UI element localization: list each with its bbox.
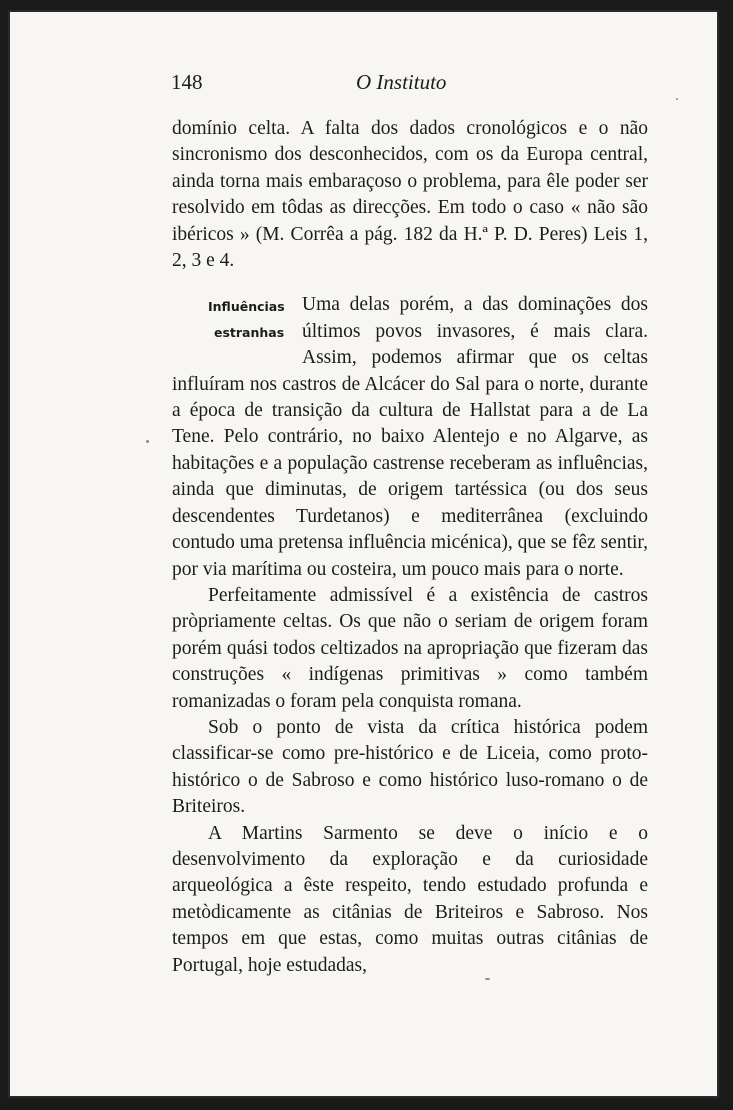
page-header (8, 70, 719, 100)
book-page (8, 10, 719, 1098)
paragraph-4: Sob o ponto de vista da crítica histórica podem classificar-se como pre-histórico e de Liceia, como proto-histórico o de Sabroso e como histórico luso-romano o de Briteiros. (172, 716, 648, 818)
paper-speck (146, 440, 149, 443)
margin-note-line-1: Influências (208, 299, 285, 315)
paragraph-2: Uma delas porém, a das dominações dos últimos povos invasores, é mais clara. Assim, podemos afirmar que os celtas influíram nos castros de Alcácer do Sal para o norte, durante a época de transição da cultura de Hallstat para a de La Tene. Pelo contrário, no baixo Alentejo e no Algarve, as habitações e a população castrense receberam as influências, ainda que diminutas, de origem tartéssica (ou dos seus descendentes Turdetanos) e mediterrânea (excluindo contudo uma pretensa influência micénica), que se fêz sentir, por via marítima ou costeira, um pouco mais para o norte. (172, 294, 648, 580)
section-influences (172, 292, 648, 582)
page-number: 148 (171, 70, 203, 94)
body-text (172, 116, 648, 979)
paragraph-3: Perfeitamente admissível é a existência de castros pròpriamente celtas. Os que não o seriam de origem foram porém quási todos celtizados na apropriação que fizeram das construções « indígenas primitivas » como também romanizadas o foram pela conquista romana. (172, 584, 648, 712)
paragraph-5: A Martins Sarmento se deve o início e o desenvolvimento da exploração e da curiosidade arqueológica a êste respeito, tendo estudado profunda e metòdicamente as citânias de Briteiros e Sabroso. Nos tempos em que estas, como muitas outras citânias de Portugal, hoje estudadas, (172, 822, 648, 976)
margin-note-line-2: estranhas (214, 325, 285, 341)
margin-note (172, 294, 296, 346)
paragraph-1: domínio celta. A falta dos dados cronológicos e o não sincronismo dos desconhecidos, com os da Europa central, ainda torna mais embaraçoso o problema, para êle poder ser resolvido em tôdas as direcções. Em todo o caso « não são ibéricos » (M. Corrêa a pág. 182 da H.ª P. D. Peres) Leis 1, 2, 3 e 4. (172, 118, 648, 272)
running-title: O Instituto (356, 70, 447, 94)
paper-speck (485, 978, 490, 980)
paper-speck (676, 98, 678, 100)
